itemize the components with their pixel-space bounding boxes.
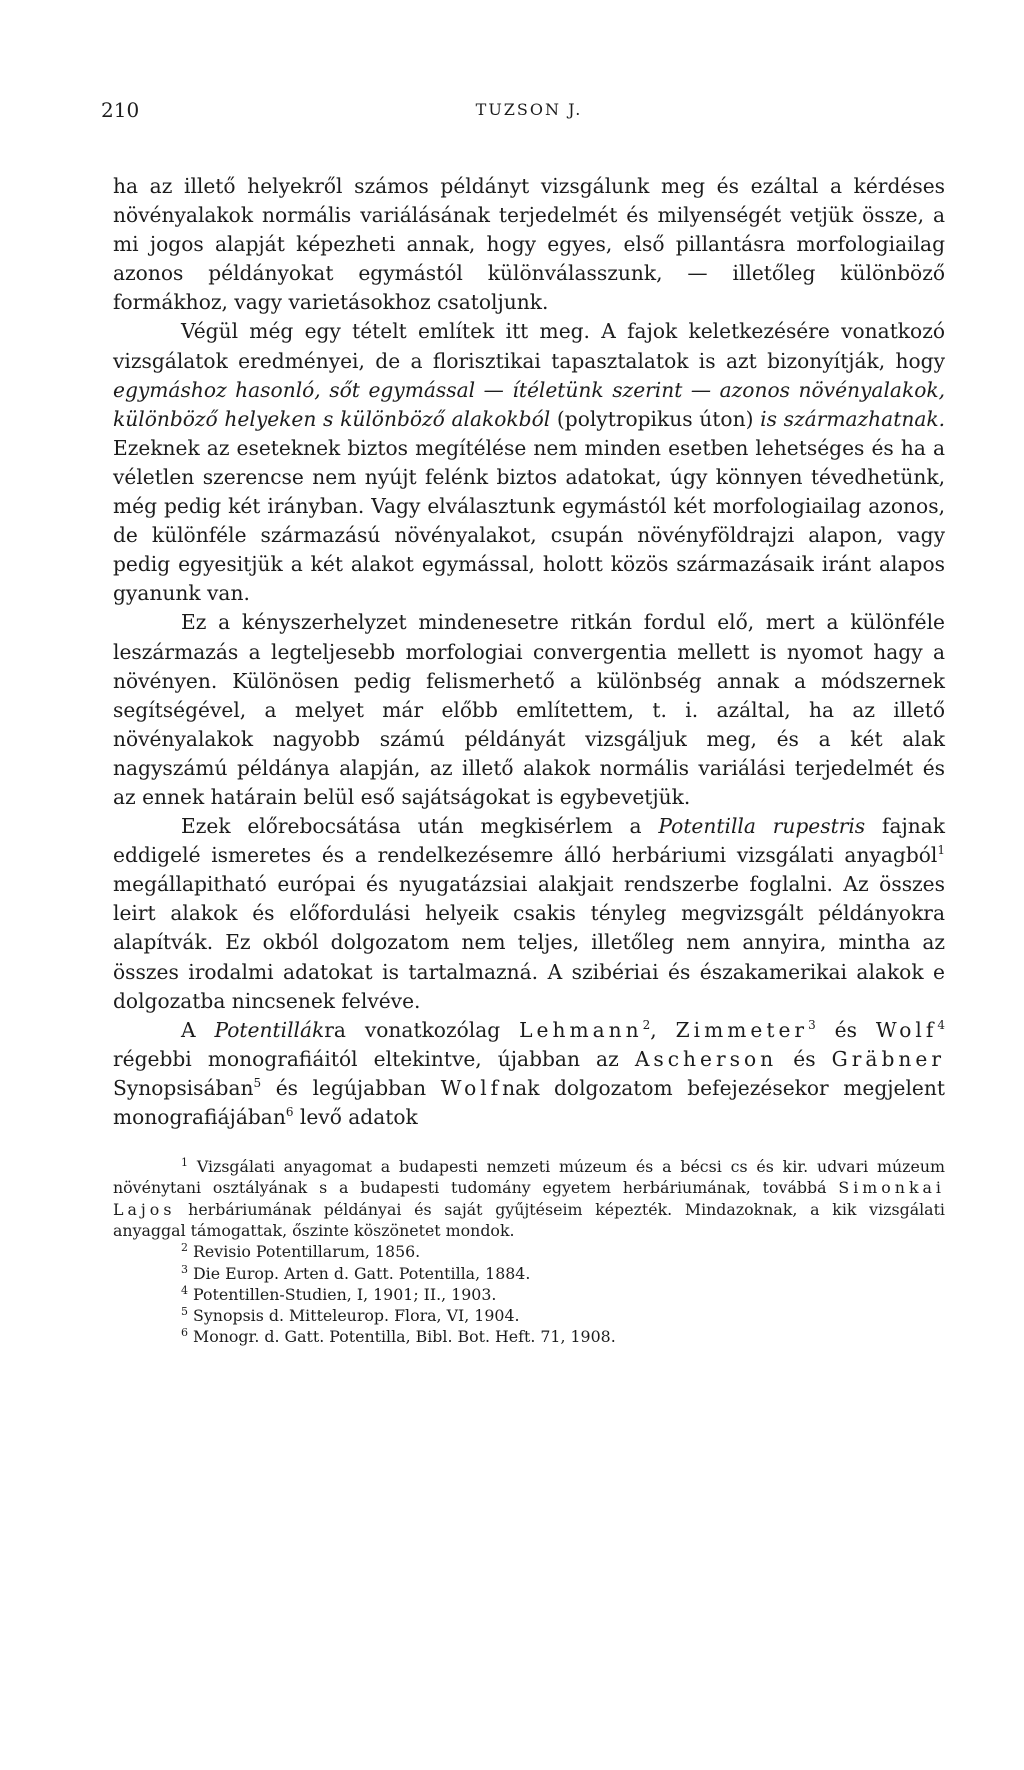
- spaced-author-name: Gräbner: [831, 1046, 945, 1071]
- text-run: és legújabban: [261, 1075, 441, 1100]
- text-run: (polytropikus úton): [550, 406, 761, 431]
- footnote-reference: 6: [285, 1105, 294, 1119]
- page: [101, 98, 946, 1348]
- text-run: ra vonatkozólag: [324, 1017, 520, 1042]
- spaced-author-name: Simonkai Lajos: [113, 1178, 945, 1219]
- text-run: Vizsgálati anyagomat a budapesti nemzeti múzeum és a bécsi cs és kir. udvari múzeum növénytani osztályának s a budapesti tudomány egyetem herbáriumának, továbbá: [113, 1157, 945, 1198]
- text-run: Revisio Potentillarum, 1856.: [188, 1242, 421, 1262]
- spaced-author-name: Ascherson: [634, 1046, 778, 1071]
- text-run: levő adatok: [293, 1105, 418, 1129]
- text-run: Synopsisában: [113, 1075, 254, 1100]
- italic-text: Potentillák: [214, 1017, 325, 1042]
- page-number: 210: [101, 98, 140, 122]
- spaced-author-name: Zimmeter: [675, 1017, 809, 1042]
- footnote: [113, 1241, 945, 1262]
- footnote-reference: 3: [808, 1017, 816, 1032]
- running-header: [101, 98, 945, 122]
- paragraph: [113, 812, 945, 1016]
- text-run: és: [815, 1017, 876, 1042]
- italic-text: egymáshoz hasonló, sőt egymással — ítéletünk szerint — azonos növényalakok, különböző helyeken s különböző alakokból: [113, 377, 945, 431]
- text-run: Ezek előrebocsátása után megkisérlem a: [181, 814, 659, 839]
- text-run: Monogr. d. Gatt. Potentilla, Bibl. Bot. Heft. 71, 1908.: [188, 1327, 616, 1347]
- spaced-author-name: Wolf: [440, 1075, 503, 1100]
- text-run: megállapitható európai és nyugatázsiai alakjait rendszerbe foglalni. Az összes leirt alakok és előfordulási helyeik csakis tényleg megvizsgált példányokra alapítvák. Ez okból dolgozatom nem teljes, illetőleg nem annyira, mintha az összes irodalmi adatokat is tartalmazná. A szibériai és északamerikai alakok e dolgozatba nincsenek felvéve.: [113, 872, 945, 1013]
- footnote: [113, 1326, 945, 1347]
- footnote: [113, 1305, 945, 1326]
- text-run: Ezeknek az eseteknek biztos megítélése nem minden esetben lehetséges és ha a véletlen szerencse nem nyújt felénk biztos adatokat, úgy könnyen tévedhetünk, még pedig két irányban. Vagy elválasztunk egymástól két morfologiailag azonos, de különféle származású növényalakot, csupán növényföldrajzi alapon, vagy pedig egyesitjük a két alakot egymással, holott közös származásaik iránt alapos gyanunk van.: [113, 435, 945, 606]
- footnotes: [113, 1156, 945, 1348]
- spaced-author-name: Lehmann: [519, 1017, 643, 1042]
- footnote-mark: 3: [181, 1262, 188, 1276]
- text-run: Die Europ. Arten d. Gatt. Potentilla, 1884.: [188, 1263, 531, 1283]
- text-run: Ez a kényszerhelyzet mindenesetre ritkán fordul elő, mert a különféle leszármazás a legteljesebb morfologiai convergentia mellett is nyomot hagy a növényen. Különösen pedig felismerhető a különbség annak a módszernek segítségével, a melyet már előbb említettem, t. i. azáltal, ha az illető növényalakok nagyobb számú példányát vizsgáljuk meg, és a két alak nagyszámú példánya alapján, az illető alakok normális variálási terjedelmét és az ennek határain belül eső sajátságokat is egybevetjük.: [113, 610, 945, 809]
- footnote: [113, 1156, 945, 1241]
- text-run: Végül még egy tételt említek itt meg. A fajok keletkezésére vonatkozó vizsgálatok eredményei, de a florisztikai tapasztalatok is azt bizonyítják, hogy: [113, 319, 945, 373]
- text-run: nak dolgozatom befejezésekor megjelent monografiájában: [113, 1075, 945, 1129]
- text-run: herbáriumának példányai és saját gyűjtéseim képezték. Mindazoknak, a kik vizsgálati anyaggal támogattak, őszinte köszönetet mondok.: [113, 1199, 945, 1240]
- italic-text: Potentilla rupestris: [658, 814, 866, 839]
- footnote: [113, 1263, 945, 1284]
- footnote-reference: 1: [937, 843, 945, 858]
- text-run: Synopsis d. Mitteleurop. Flora, VI, 1904.: [188, 1306, 520, 1326]
- text-run: ha az illető helyekről számos példányt vizsgálunk meg és ezáltal a kérdéses növényalakok normális variálásának terjedelmét és milyenségét vetjük össze, a mi jogos alapját képezheti annak, hogy egyes, első pillantásra morfologiailag azonos példányokat egymástól különválasszunk, — illetőleg különböző formákhoz, vagy varietásokhoz csatoljunk.: [113, 174, 945, 315]
- footnote-mark: 4: [181, 1283, 188, 1297]
- paragraph: [113, 172, 945, 317]
- footnote-mark: 6: [181, 1326, 188, 1340]
- footnote-mark: 5: [181, 1305, 188, 1319]
- spaced-author-name: Wolf: [875, 1017, 938, 1042]
- paragraph: [113, 317, 945, 608]
- paragraph: [113, 608, 945, 812]
- running-head-author: TUZSON J.: [475, 100, 583, 119]
- paragraph: [113, 1016, 945, 1132]
- text-run: régebbi monografiáitól eltekintve, újabban az: [113, 1046, 635, 1071]
- footnote: [113, 1284, 945, 1305]
- footnote-mark: 1: [181, 1156, 188, 1170]
- footnote-reference: 2: [642, 1017, 651, 1032]
- body-text: [113, 172, 945, 1132]
- footnote-reference: 4: [937, 1017, 945, 1032]
- text-run: A: [181, 1017, 215, 1042]
- text-run: fajnak eddigelé ismeretes és a rendelkezésemre álló herbáriumi vizsgálati anyagból: [113, 814, 946, 868]
- italic-text: is származhatnak.: [760, 406, 946, 431]
- footnote-reference: 5: [253, 1075, 262, 1090]
- text-run: ,: [650, 1017, 676, 1042]
- footnote-mark: 2: [181, 1241, 188, 1255]
- text-run: és: [777, 1046, 832, 1071]
- text-run: Potentillen-Studien, I, 1901; II., 1903.: [188, 1284, 497, 1304]
